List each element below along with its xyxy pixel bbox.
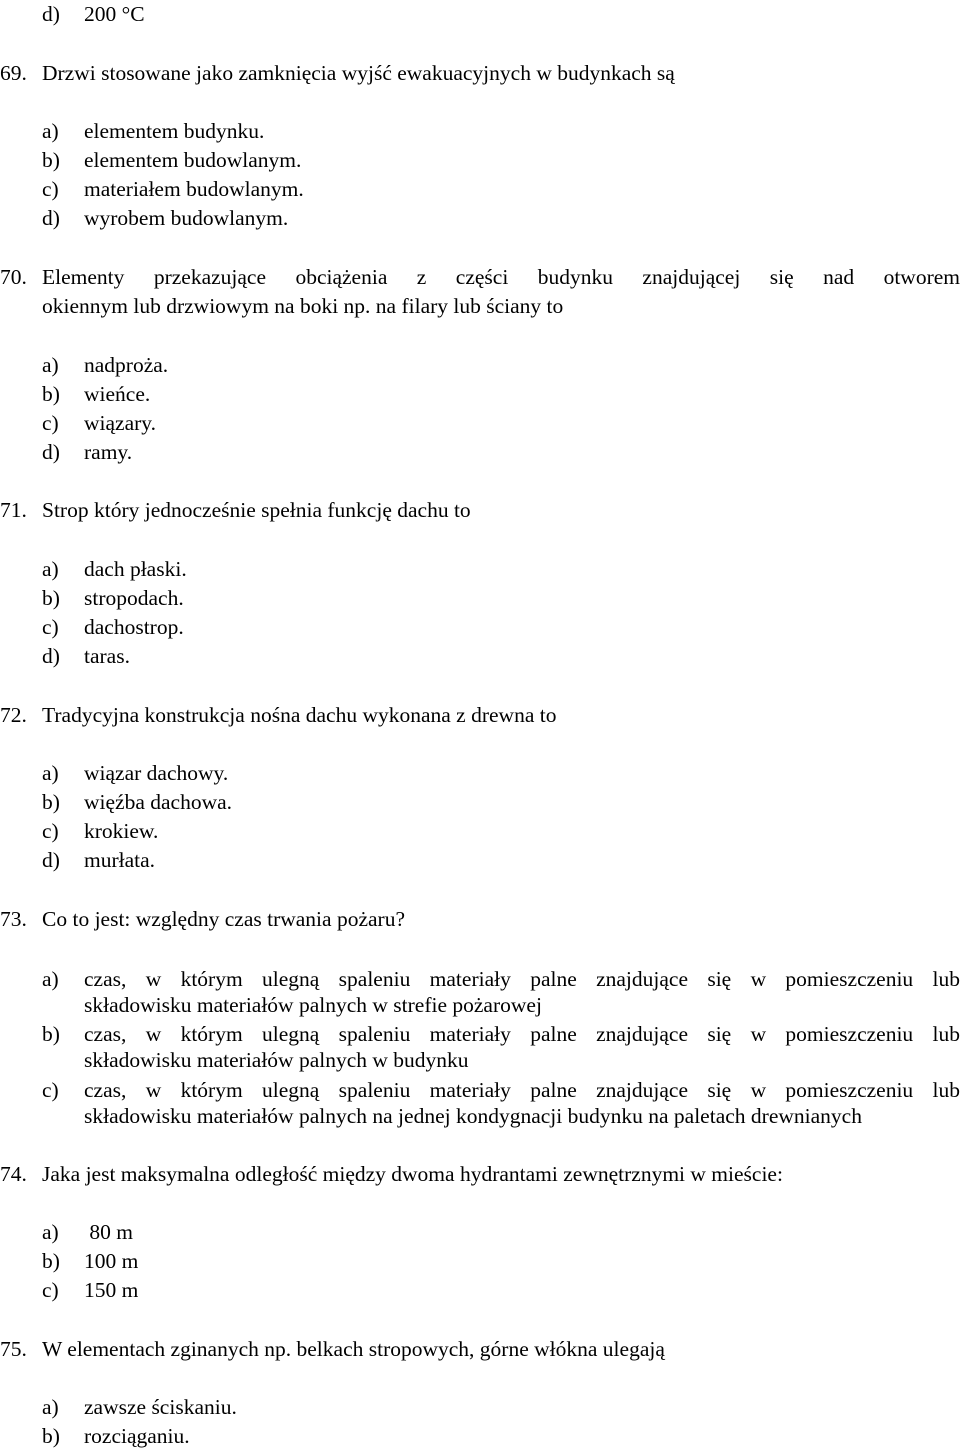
q71-option-b [42, 586, 184, 610]
option-text: dach płaski. [84, 557, 187, 581]
option-letter: b) [42, 382, 60, 406]
question-number: 70. [0, 265, 27, 289]
option-text: wieńce. [84, 382, 151, 406]
q72-option-b [42, 790, 232, 814]
option-letter: a) [42, 1220, 59, 1244]
q73-option-b-letter [42, 1022, 84, 1046]
option-text: murłata. [84, 848, 156, 872]
q69-option-b [42, 148, 301, 172]
question-text: Strop który jednocześnie spełnia funkcję dachu to [42, 498, 471, 522]
q72-option-c [42, 819, 158, 843]
option-text: zawsze ściskaniu. [84, 1395, 237, 1419]
option-text: elementem budowlanym. [84, 148, 302, 172]
q71-option-d [42, 644, 130, 668]
option-text: 150 m [84, 1278, 139, 1302]
option-letter: b) [42, 1424, 60, 1448]
option-text: 80 m [84, 1220, 133, 1244]
q75-option-b [42, 1424, 190, 1448]
option-text: rozciąganiu. [84, 1424, 190, 1448]
option-text: ramy. [84, 440, 133, 464]
question-text: Co to jest: względny czas trwania pożaru? [42, 907, 405, 931]
option-letter: a) [42, 119, 59, 143]
question-number: 74. [0, 1162, 27, 1186]
question-73 [0, 907, 405, 931]
option-letter: c) [42, 1078, 59, 1102]
question-74 [0, 1162, 783, 1186]
question-number: 73. [0, 907, 27, 931]
q73-option-c-line-2: składowisku materiałów palnych na jednej kondygnacji budynku na paletach drewnianych [84, 1104, 862, 1128]
q73-option-a-line-1: czas, w którym ulegną spaleniu materiały palne znajdujące się w pomieszczeniu lub [84, 967, 960, 991]
question-70-line-2: okiennym lub drzwiowym na boki np. na filary lub ściany to [42, 294, 564, 318]
option-letter: b) [42, 586, 60, 610]
option-text: dachostrop. [84, 615, 184, 639]
q73-option-c-letter [42, 1078, 84, 1102]
q69-option-a [42, 119, 264, 143]
question-text: Tradycyjna konstrukcja nośna dachu wykonana z drewna to [42, 703, 557, 727]
option-text: więźba dachowa. [84, 790, 233, 814]
option-letter: d) [42, 644, 60, 668]
q74-option-a [42, 1220, 133, 1244]
q70-option-b [42, 382, 150, 406]
option-text: stropodach. [84, 586, 184, 610]
question-number: 69. [0, 61, 27, 85]
question-number: 71. [0, 498, 27, 522]
option-text: elementem budynku. [84, 119, 265, 143]
option-letter: a) [42, 557, 59, 581]
q73-option-c-line-1: czas, w którym ulegną spaleniu materiały palne znajdujące się w pomieszczeniu lub [84, 1078, 960, 1102]
option-text: 200 °C [84, 2, 145, 26]
option-letter: d) [42, 440, 60, 464]
q72-option-a [42, 761, 228, 785]
option-letter: a) [42, 1395, 59, 1419]
q71-option-c [42, 615, 184, 639]
option-letter: b) [42, 148, 60, 172]
option-letter: c) [42, 1278, 59, 1302]
question-70-number [0, 265, 42, 289]
question-70-line-1: Elementy przekazujące obciążenia z części budynku znajdującej się nad otworem [42, 265, 960, 289]
option-letter: b) [42, 1022, 60, 1046]
option-text: wyrobem budowlanym. [84, 206, 289, 230]
option-text: taras. [84, 644, 130, 668]
question-text: Jaka jest maksymalna odległość między dwoma hydrantami zewnętrznymi w mieście: [42, 1162, 783, 1186]
option-d-previous [42, 2, 145, 26]
option-letter: d) [42, 848, 60, 872]
q73-option-a-line-2: składowisku materiałów palnych w strefie pożarowej [84, 993, 542, 1017]
q75-option-a [42, 1395, 237, 1419]
q69-option-c [42, 177, 304, 201]
option-text: krokiew. [84, 819, 159, 843]
question-69 [0, 61, 675, 85]
q74-option-c [42, 1278, 138, 1302]
option-letter: b) [42, 1249, 60, 1273]
q70-option-a [42, 353, 168, 377]
option-letter: b) [42, 790, 60, 814]
q69-option-d [42, 206, 288, 230]
option-text: wiązar dachowy. [84, 761, 229, 785]
option-letter: c) [42, 615, 59, 639]
q72-option-d [42, 848, 155, 872]
option-letter: a) [42, 353, 59, 377]
q71-option-a [42, 557, 187, 581]
q73-option-a-letter [42, 967, 84, 991]
option-letter: c) [42, 819, 59, 843]
q74-option-b [42, 1249, 138, 1273]
question-72 [0, 703, 556, 727]
q70-option-d [42, 440, 132, 464]
option-letter: d) [42, 206, 60, 230]
option-letter: c) [42, 411, 59, 435]
question-75 [0, 1337, 665, 1361]
option-text: 100 m [84, 1249, 139, 1273]
question-71 [0, 498, 471, 522]
option-letter: a) [42, 967, 59, 991]
question-text: W elementach zginanych np. belkach stropowych, górne włókna ulegają [42, 1337, 665, 1361]
q73-option-b-line-1: czas, w którym ulegną spaleniu materiały palne znajdujące się w pomieszczeniu lub [84, 1022, 960, 1046]
option-text: wiązary. [84, 411, 157, 435]
q73-option-b-line-2: składowisku materiałów palnych w budynku [84, 1048, 469, 1072]
question-number: 75. [0, 1337, 27, 1361]
option-letter: d) [42, 2, 60, 26]
question-text: Drzwi stosowane jako zamknięcia wyjść ewakuacyjnych w budynkach są [42, 61, 675, 85]
q70-option-c [42, 411, 156, 435]
option-text: materiałem budowlanym. [84, 177, 304, 201]
question-number: 72. [0, 703, 27, 727]
option-text: nadproża. [84, 353, 169, 377]
option-letter: a) [42, 761, 59, 785]
option-letter: c) [42, 177, 59, 201]
